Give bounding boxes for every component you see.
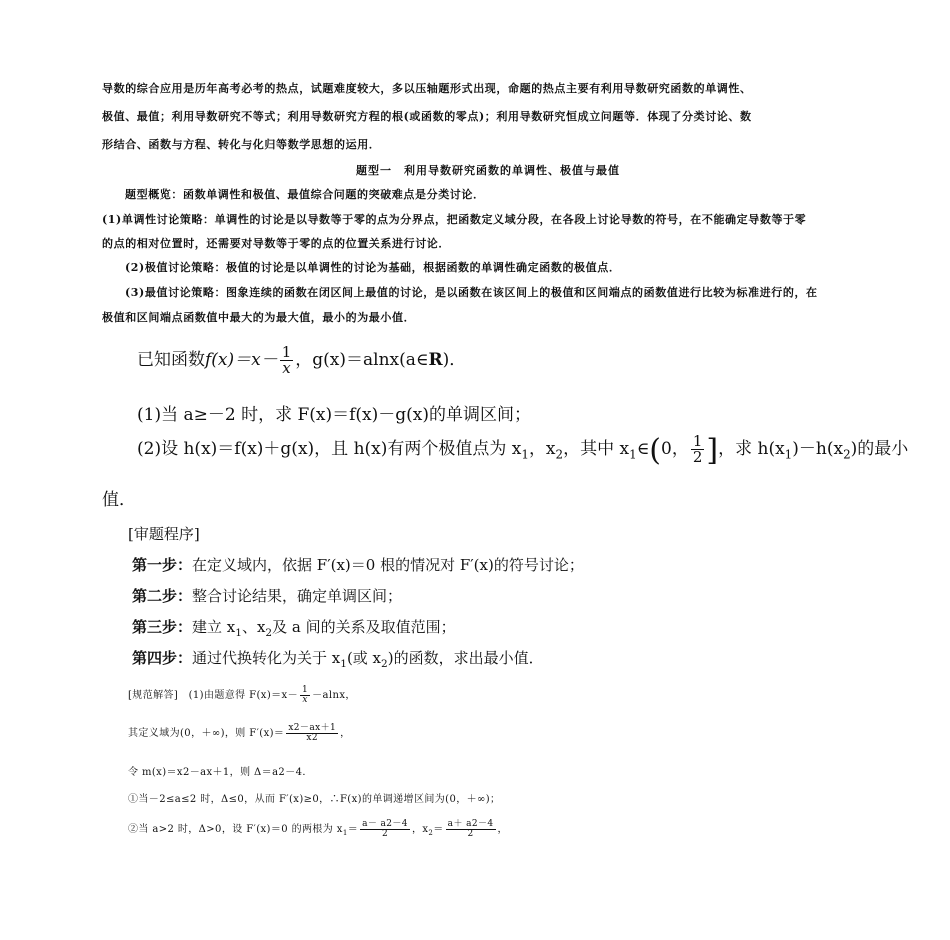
f-definition: f(x)＝x－ — [205, 350, 278, 370]
step-label: 第四步： — [132, 649, 193, 667]
review-step-1 — [132, 554, 584, 575]
intro-line-3: 形结合、函数与方程、转化与化归等数学思想的运用． — [102, 138, 381, 151]
solution-line-2 — [128, 724, 351, 743]
strategy-3-line-1: (3)最值讨论策略：图象连续的函数在闭区间上最值的讨论，是以函数在该区间上的极值和区间端点的函数值进行比较为标准进行的，在 — [125, 286, 818, 299]
step-text: (或 x — [346, 649, 382, 667]
part2-text-b: ，x — [528, 439, 556, 459]
step-text: 建立 x — [192, 618, 236, 636]
fraction-denominator: x — [302, 695, 308, 705]
solution-line-5 — [128, 820, 508, 839]
step-sub: 1 — [235, 627, 242, 639]
solution-text: ＝ — [347, 824, 359, 835]
review-title: [审题程序] — [128, 525, 200, 543]
step-text: 、x — [241, 618, 266, 636]
solution-label: [规范解答] — [128, 690, 179, 701]
step-text: 通过代换转化为关于 x — [192, 649, 341, 667]
part2-text-f: )－h(x — [792, 439, 844, 459]
solution-sub: 2 — [428, 829, 434, 837]
part2-sub: 2 — [555, 447, 564, 462]
solution-text: －alnx， — [312, 690, 356, 701]
g-definition: ，g(x)＝alnx(a∈ — [295, 350, 429, 370]
review-step-3 — [132, 616, 456, 639]
problem-part-1: (1)当 a≥－2 时，求 F(x)＝f(x)－g(x)的单调区间； — [137, 405, 532, 425]
interval-left-bracket: ( — [649, 433, 661, 468]
solution-text: ， — [497, 824, 508, 835]
fraction-numerator: x2－ax＋1 — [288, 723, 337, 733]
strategy-3-line-2: 极值和区间端点函数值中最大的为最大值，最小的为最小值． — [102, 311, 416, 324]
interval-left: 0， — [661, 439, 689, 459]
intro-line-1: 导数的综合应用是历年高考必考的热点，试题难度较大，多以压轴题形式出现，命题的热点主要有利用导数研究函数的单调性、 — [102, 82, 752, 95]
step-sub: 1 — [340, 658, 347, 670]
step-label: 第二步： — [132, 587, 193, 605]
part2-sub: 2 — [843, 447, 851, 462]
section-title: 题型一 利用导数研究函数的单调性、极值与最值 — [356, 164, 620, 177]
part2-text-d: ∈ — [636, 439, 650, 459]
part2-sub: 1 — [521, 447, 529, 462]
solution-text: ②当 a>2 时，Δ>0，设 F′(x)＝0 的两根为 x — [128, 824, 343, 835]
step-label: 第三步： — [132, 618, 193, 636]
problem-part-2-tail: 值． — [102, 490, 136, 510]
solution-text: ，x — [411, 824, 429, 835]
problem-given — [137, 345, 466, 376]
part2-text-a: (2)设 h(x)＝f(x)＋g(x)，且 h(x)有两个极值点为 x — [137, 439, 522, 459]
fraction-numerator: a＋ a2－4 — [447, 819, 494, 829]
derivative-fraction — [286, 724, 338, 743]
fraction-denominator: 2 — [692, 448, 703, 466]
fraction-numerator: 1 — [692, 432, 703, 450]
review-step-4 — [132, 647, 544, 670]
fraction-denominator: x — [282, 359, 291, 377]
solution-text: ＝ — [433, 824, 444, 835]
strategy-1-line-2: 的点的相对位置时，还需要对导数等于零的点的位置关系进行讨论． — [102, 237, 450, 250]
real-set-symbol: R — [428, 350, 443, 370]
fraction-denominator: 2 — [467, 829, 474, 839]
step-label: 第一步： — [132, 556, 193, 574]
solution-line-1 — [128, 686, 356, 705]
given-prefix: 已知函数 — [137, 350, 205, 370]
fraction-numerator: 1 — [301, 685, 309, 695]
part2-text-g: )的最小 — [850, 439, 909, 459]
solution-sub: 1 — [342, 829, 348, 837]
part2-text-c: ，其中 x — [563, 439, 630, 459]
step-text: 在定义域内，依据 F′(x)＝0 根的情况对 F′(x)的符号讨论； — [192, 556, 584, 574]
solution-text: 其定义域为(0，＋∞)，则 F′(x)＝ — [128, 728, 285, 739]
strategy-1-line-1: (1)单调性讨论策略：单调性的讨论是以导数等于零的点为分界点，把函数定义域分段，在各段上讨论导数的符号，在不能确定导数等于零 — [102, 213, 807, 226]
fraction-numerator: 1 — [281, 343, 292, 361]
fraction-numerator: a－ a2－4 — [362, 819, 408, 829]
step-sub: 2 — [265, 627, 273, 639]
overview-text: 题型概览：函数单调性和极值、最值综合问题的突破难点是分类讨论． — [125, 188, 485, 201]
part2-sub: 1 — [784, 447, 793, 462]
intro-line-2: 极值、最值；利用导数研究不等式；利用导数研究方程的根(或函数的零点)；利用导数研究恒成立问题等．体现了分类讨论、数 — [102, 110, 752, 123]
fraction-1-over-x — [300, 686, 310, 705]
root-fraction-1 — [360, 820, 410, 839]
solution-line-4: ①当－2≤a≤2 时，Δ≤0，从而 F′(x)≥0，∴F(x)的单调递增区间为(0，＋∞)； — [128, 794, 501, 805]
step-sub: 2 — [381, 658, 388, 670]
interval-right-bracket: ] — [706, 433, 719, 468]
solution-text: ， — [340, 728, 351, 739]
step-text: 整合讨论结果，确定单调区间； — [192, 587, 403, 605]
fraction-denominator: x2 — [306, 733, 319, 743]
review-step-2 — [132, 585, 402, 606]
solution-line-3: 令 m(x)＝x2－ax＋1，则 Δ＝a2－4． — [128, 767, 313, 778]
part2-text-e: ，求 h(x — [718, 439, 785, 459]
problem-part-2 — [137, 433, 908, 468]
step-text: )的函数，求出最小值． — [387, 649, 544, 667]
root-fraction-2 — [446, 820, 496, 839]
g-end: )． — [442, 350, 467, 370]
step-text: 及 a 间的关系及取值范围； — [272, 618, 456, 636]
part2-sub: 1 — [629, 447, 637, 462]
strategy-2-text: (2)极值讨论策略：极值的讨论是以单调性的讨论为基础，根据函数的单调性确定函数的极值点． — [125, 261, 621, 274]
fraction-denominator: 2 — [381, 829, 389, 839]
fraction-one-half — [691, 434, 705, 465]
solution-text: (1)由题意得 F(x)＝x－ — [188, 690, 298, 701]
fraction-1-over-x — [280, 345, 294, 376]
